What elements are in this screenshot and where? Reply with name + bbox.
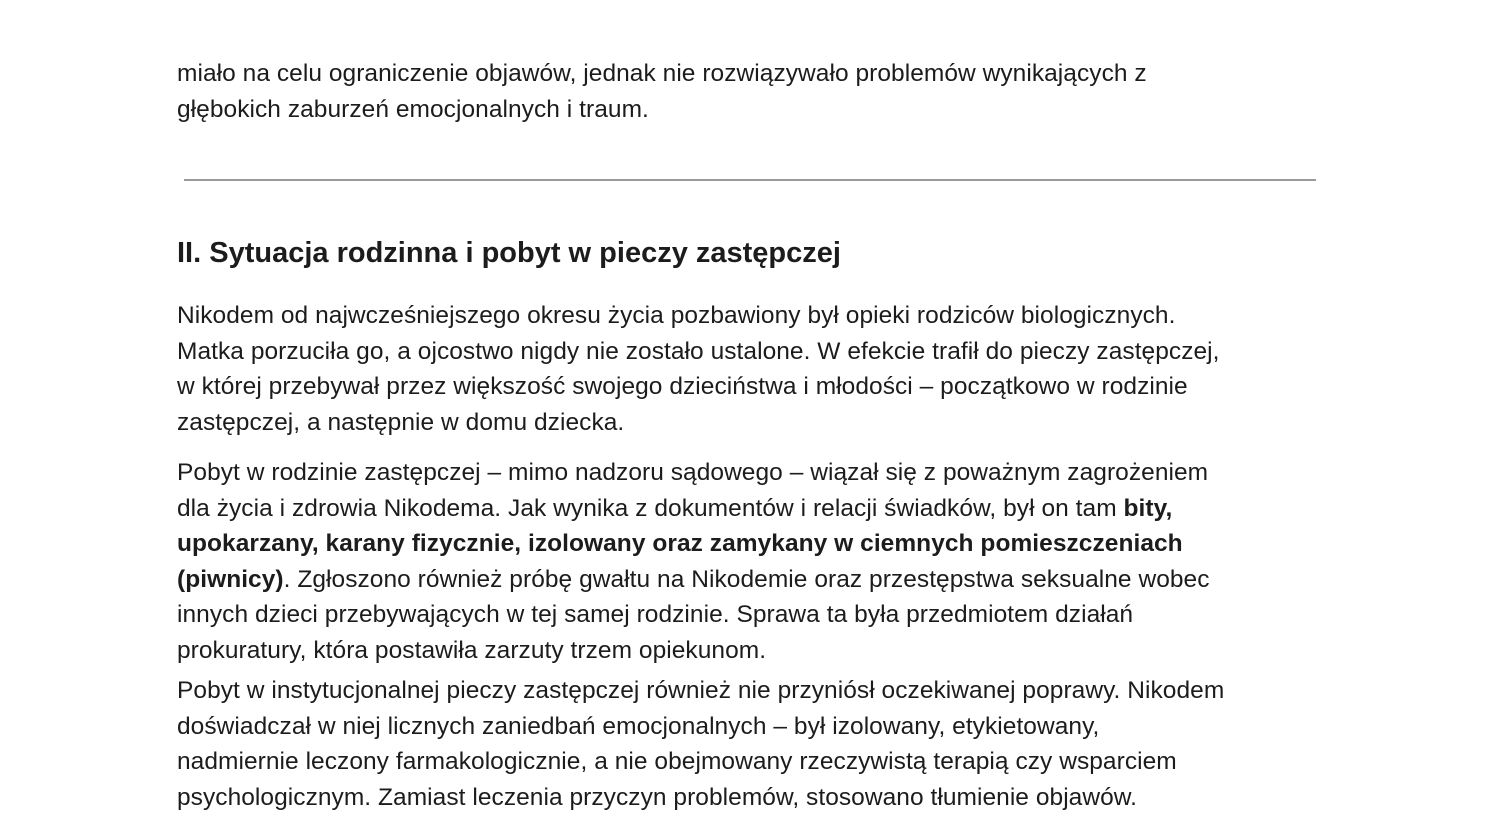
intro-line-2: głębokich zaburzeń emocjonalnych i traum.	[177, 95, 649, 123]
paragraph-1-line-2: Matka porzuciła go, a ojcostwo nigdy nie zostało ustalone. W efekcie trafił do pieczy zastępczej,	[177, 337, 1220, 365]
paragraph-3-line-1: Pobyt w instytucjonalnej pieczy zastępczej również nie przyniósł oczekiwanej poprawy. Nikodem	[177, 677, 1225, 704]
paragraph-2-line-6: prokuratury, która postawiła zarzuty trzem opiekunom.	[177, 636, 767, 664]
horizontal-divider	[184, 179, 1316, 181]
section-heading: II. Sytuacja rodzinna i pobyt w pieczy zastępczej	[177, 237, 841, 269]
paragraph-2-line-2	[177, 491, 1210, 527]
emphasis-bity: bity,	[1123, 494, 1173, 522]
paragraph-2-line-3	[177, 526, 1210, 562]
paragraph-2-line-1: Pobyt w rodzinie zastępczej – mimo nadzoru sądowego – wiązał się z poważnym zagrożeniem	[177, 459, 1209, 486]
paragraph-1-line-1: Nikodem od najwcześniejszego okresu życia pozbawiony był opieki rodziców biologicznych.	[177, 302, 1176, 329]
paragraph-3-line-4: psychologicznym. Zamiast leczenia przyczyn problemów, stosowano tłumienie objawów.	[177, 783, 1138, 811]
paragraph-3-line-2: doświadczał w niej licznych zaniedbań emocjonalnych – był izolowany, etykietowany,	[177, 712, 1100, 740]
paragraph-2-line-5: innych dzieci przebywających w tej samej rodzinie. Sprawa ta była przedmiotem działań	[177, 601, 1134, 628]
paragraph-2-line-4-text: . Zgłoszono również próbę gwałtu na Nikodemie oraz przestępstwa seksualne wobec	[283, 565, 1210, 593]
paragraph-family-situation	[177, 298, 1220, 440]
intro-paragraph	[177, 56, 1147, 127]
paragraph-2-line-4	[177, 562, 1210, 598]
paragraph-3-line-3: nadmiernie leczony farmakologicznie, a nie obejmowany rzeczywistą terapią czy wsparciem	[177, 748, 1177, 775]
paragraph-institutional-care	[177, 673, 1224, 815]
paragraph-foster-family	[177, 455, 1210, 668]
emphasis-abuse-list: upokarzany, karany fizycznie, izolowany oraz zamykany w ciemnych pomieszczeniach	[177, 530, 1183, 557]
paragraph-1-line-4: zastępczej, a następnie w domu dziecka.	[177, 408, 625, 436]
paragraph-1-line-3: w której przebywał przez większość swojego dzieciństwa i młodości – początkowo w rodzinie	[177, 373, 1188, 400]
intro-line-1: miało na celu ograniczenie objawów, jednak nie rozwiązywało problemów wynikających z	[177, 60, 1147, 87]
emphasis-piwnicy: (piwnicy)	[177, 565, 284, 593]
paragraph-2-line-2-text: dla życia i zdrowia Nikodema. Jak wynika z dokumentów i relacji świadków, był on tam	[177, 494, 1124, 522]
